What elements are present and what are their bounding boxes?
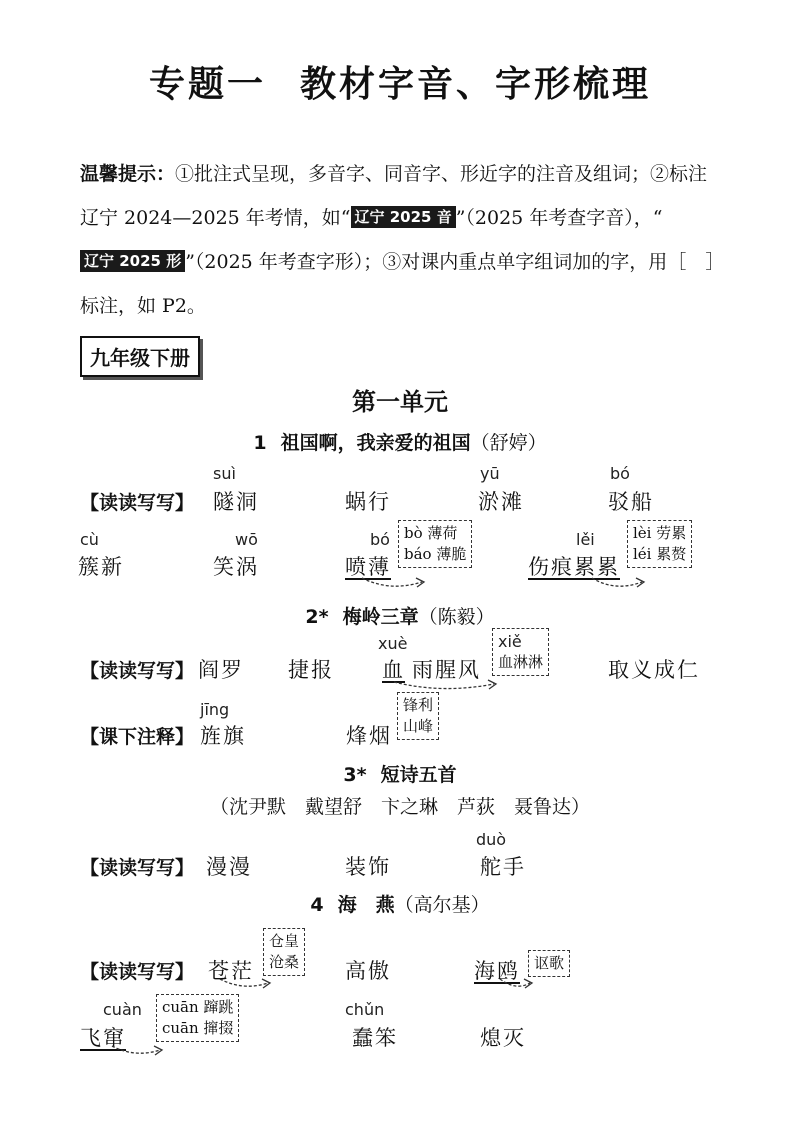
annotation-line: bò 薄荷	[404, 524, 458, 542]
annotation-line: léi 累赘	[633, 545, 687, 563]
pinyin: wō	[235, 530, 258, 549]
lesson-number: 2*	[305, 606, 329, 628]
lesson-number: 4	[310, 894, 324, 916]
annotation-line: 讴歌	[534, 954, 565, 972]
annotation-line: xiě	[498, 632, 522, 651]
label-notes: 【课下注释】	[80, 726, 195, 748]
vocab-word: 雨腥风	[412, 658, 481, 682]
annotation-line: 仓皇	[269, 932, 300, 950]
vocab-word: 血	[382, 658, 405, 682]
annotation-line: 沧桑	[269, 953, 300, 971]
pinyin: chǔn	[345, 1000, 385, 1019]
page-title	[0, 56, 800, 107]
vocab-word: 喷薄	[345, 555, 391, 579]
vocab-word: 簇新	[78, 555, 124, 579]
lesson-author: （舒婷）	[470, 432, 547, 454]
vocab-word: 装饰	[345, 855, 391, 879]
arrow-icon	[360, 574, 430, 594]
vocab-word: 笑涡	[213, 555, 259, 579]
grade-label: 九年级下册	[80, 336, 200, 377]
lesson-name: 梅岭三章	[342, 606, 419, 628]
annotation-box	[627, 520, 692, 568]
arrow-icon	[498, 977, 538, 993]
vocab-word: 取义成仁	[608, 658, 700, 682]
pinyin: duò	[476, 830, 507, 849]
unit-heading: 第一单元	[352, 388, 448, 416]
pinyin: bó	[370, 530, 390, 549]
annotation-line: lèi 劳累	[633, 524, 687, 542]
lesson-number: 3*	[343, 764, 367, 786]
badge-shape: 辽宁 2025 形	[80, 250, 185, 272]
tip-label: 温馨提示：	[80, 163, 176, 185]
pinyin: xuè	[378, 634, 408, 653]
lesson-author: （陈毅）	[418, 606, 495, 628]
pinyin: cuàn	[103, 1000, 142, 1019]
label-read-write: 【读读写写】	[80, 857, 195, 879]
badge-sound: 辽宁 2025 音	[351, 206, 456, 228]
vocab-word: 驳船	[608, 490, 654, 514]
annotation-box	[492, 628, 549, 676]
vocab-word: 旌旗	[200, 724, 246, 748]
lesson-number: 1	[253, 432, 267, 454]
title-part2: 教材字音、字形梳理	[300, 64, 652, 105]
vocab-word: 淤滩	[478, 490, 524, 514]
annotation-box	[156, 994, 239, 1042]
poets-list: （沈尹默 戴望舒 卞之琳 芦荻 聂鲁达）	[209, 796, 590, 818]
arrow-icon	[110, 1044, 170, 1060]
title-part1: 专题一	[148, 64, 266, 105]
arrow-icon	[590, 574, 650, 594]
lesson-name: 海 燕	[337, 894, 395, 916]
annotation-line: 山峰	[403, 717, 434, 735]
label-read-write: 【读读写写】	[80, 961, 195, 983]
vocab-word: 苍茫	[208, 959, 254, 983]
vocab-word: 海鸥	[474, 959, 520, 983]
vocab-word: 伤痕累累	[528, 555, 620, 579]
pinyin: yū	[480, 464, 500, 483]
vocab-word: 蜗行	[345, 490, 391, 514]
vocab-word: 阎罗	[198, 658, 244, 682]
tip-paragraph	[80, 152, 720, 328]
annotation-box	[528, 950, 570, 977]
vocab-word: 蠢笨	[352, 1026, 398, 1050]
annotation-line: báo 薄脆	[404, 545, 467, 563]
pinyin: lěi	[576, 530, 595, 549]
lesson-4-heading	[0, 890, 800, 917]
annotation-box	[398, 520, 472, 568]
vocab-word: 飞窜	[80, 1026, 126, 1050]
annotation-line: 血淋淋	[498, 653, 544, 671]
lesson-3-heading	[0, 760, 800, 787]
annotation-box	[263, 928, 305, 976]
tip-text-4: ［ ］标注，如 P2。	[80, 251, 715, 317]
vocab-word: 漫漫	[206, 855, 252, 879]
annotation-box	[397, 692, 439, 740]
pinyin: bó	[610, 464, 630, 483]
vocab-word: 熄灭	[480, 1026, 526, 1050]
lesson-2-heading	[0, 602, 800, 629]
annotation-line: cuān 蹿跳	[162, 998, 234, 1016]
pinyin: cù	[80, 530, 99, 549]
pinyin: suì	[213, 464, 236, 483]
tip-text-1: ①批注式呈现，多音字、同音字、形近字的注音及组词；②标注辽宁 2024—2025 年考情，如“	[80, 163, 708, 229]
label-read-write: 【读读写写】	[80, 492, 195, 514]
vocab-word: 高傲	[345, 959, 391, 983]
pinyin: jīng	[200, 700, 230, 719]
label-read-write: 【读读写写】	[80, 660, 195, 682]
lesson-author: （高尔基）	[394, 894, 490, 916]
vocab-word: 隧洞	[213, 490, 259, 514]
vocab-word: 捷报	[288, 658, 334, 682]
arrow-icon	[218, 977, 278, 993]
lesson-name: 短诗五首	[380, 764, 457, 786]
vocab-word: 舵手	[480, 855, 526, 879]
annotation-line: 锋利	[403, 696, 434, 714]
tip-text-3: ”（2025 年考查字形）；③对课内重点单字组词加的字，用	[185, 251, 668, 273]
annotation-line: cuān 撺掇	[162, 1019, 234, 1037]
lesson-1-heading	[0, 428, 800, 455]
tip-text-2: ”（2025 年考查字音），“	[455, 207, 663, 229]
lesson-name: 祖国啊，我亲爱的祖国	[280, 432, 471, 454]
vocab-word: 烽烟	[346, 724, 392, 748]
